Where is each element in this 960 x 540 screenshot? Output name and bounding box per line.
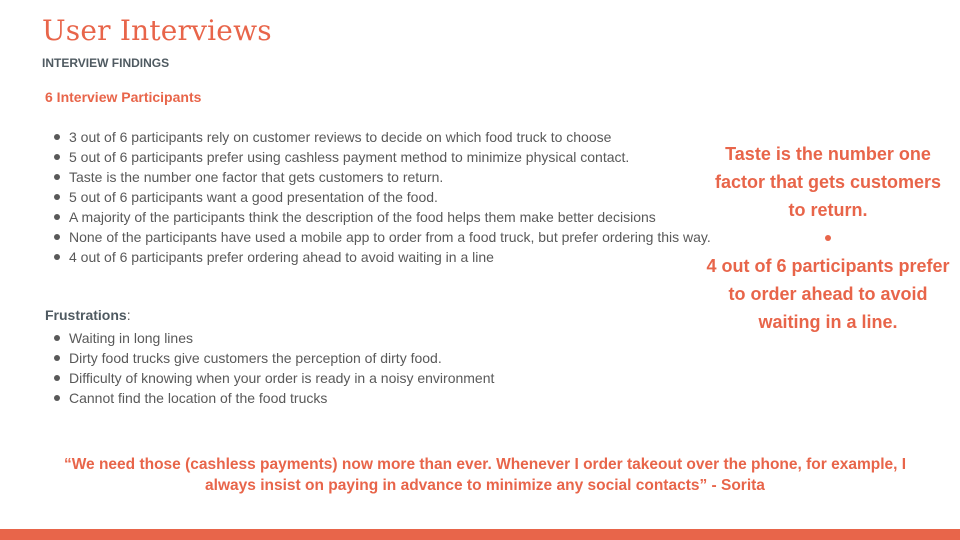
frustrations-label: Frustrations bbox=[45, 307, 127, 323]
finding-item: 5 out of 6 participants want a good presentation of the food. bbox=[52, 187, 712, 207]
frustrations-colon: : bbox=[126, 307, 131, 323]
frustrations-list bbox=[52, 328, 652, 408]
frustration-item: Waiting in long lines bbox=[52, 328, 652, 348]
participant-quote: “We need those (cashless payments) now more than ever. Whenever I order takeout over the phone, for example, I always insist on paying in advance to minimize any social contacts” - Sorita bbox=[63, 456, 907, 494]
findings-list bbox=[52, 127, 712, 267]
finding-item: Taste is the number one factor that gets customers to return. bbox=[52, 167, 712, 187]
finding-item: 4 out of 6 participants prefer ordering ahead to avoid waiting in a line bbox=[52, 247, 712, 267]
footer-accent-bar bbox=[0, 529, 960, 540]
finding-item: None of the participants have used a mobile app to order from a food truck, but prefer ordering this way. bbox=[52, 227, 712, 247]
page-title: User Interviews bbox=[42, 14, 272, 47]
participants-heading: 6 Interview Participants bbox=[45, 89, 202, 105]
frustration-item: Dirty food trucks give customers the perception of dirty food. bbox=[52, 348, 652, 368]
section-subtitle: INTERVIEW FINDINGS bbox=[42, 56, 170, 70]
finding-item: 3 out of 6 participants rely on customer reviews to decide on which food truck to choose bbox=[52, 127, 712, 147]
finding-item: 5 out of 6 participants prefer using cashless payment method to minimize physical contact. bbox=[52, 147, 712, 167]
callout-insight-taste: Taste is the number one factor that gets customers to return. bbox=[714, 144, 942, 220]
key-insight-callout bbox=[706, 140, 950, 336]
finding-item: A majority of the participants think the description of the food helps them make better decisions bbox=[52, 207, 712, 227]
frustrations-heading bbox=[45, 307, 131, 323]
frustration-item: Difficulty of knowing when your order is ready in a noisy environment bbox=[52, 368, 652, 388]
bullet-dot bbox=[706, 224, 950, 252]
frustration-item: Cannot find the location of the food trucks bbox=[52, 388, 652, 408]
callout-insight-order-ahead: 4 out of 6 participants prefer to order ahead to avoid waiting in a line. bbox=[706, 256, 950, 332]
